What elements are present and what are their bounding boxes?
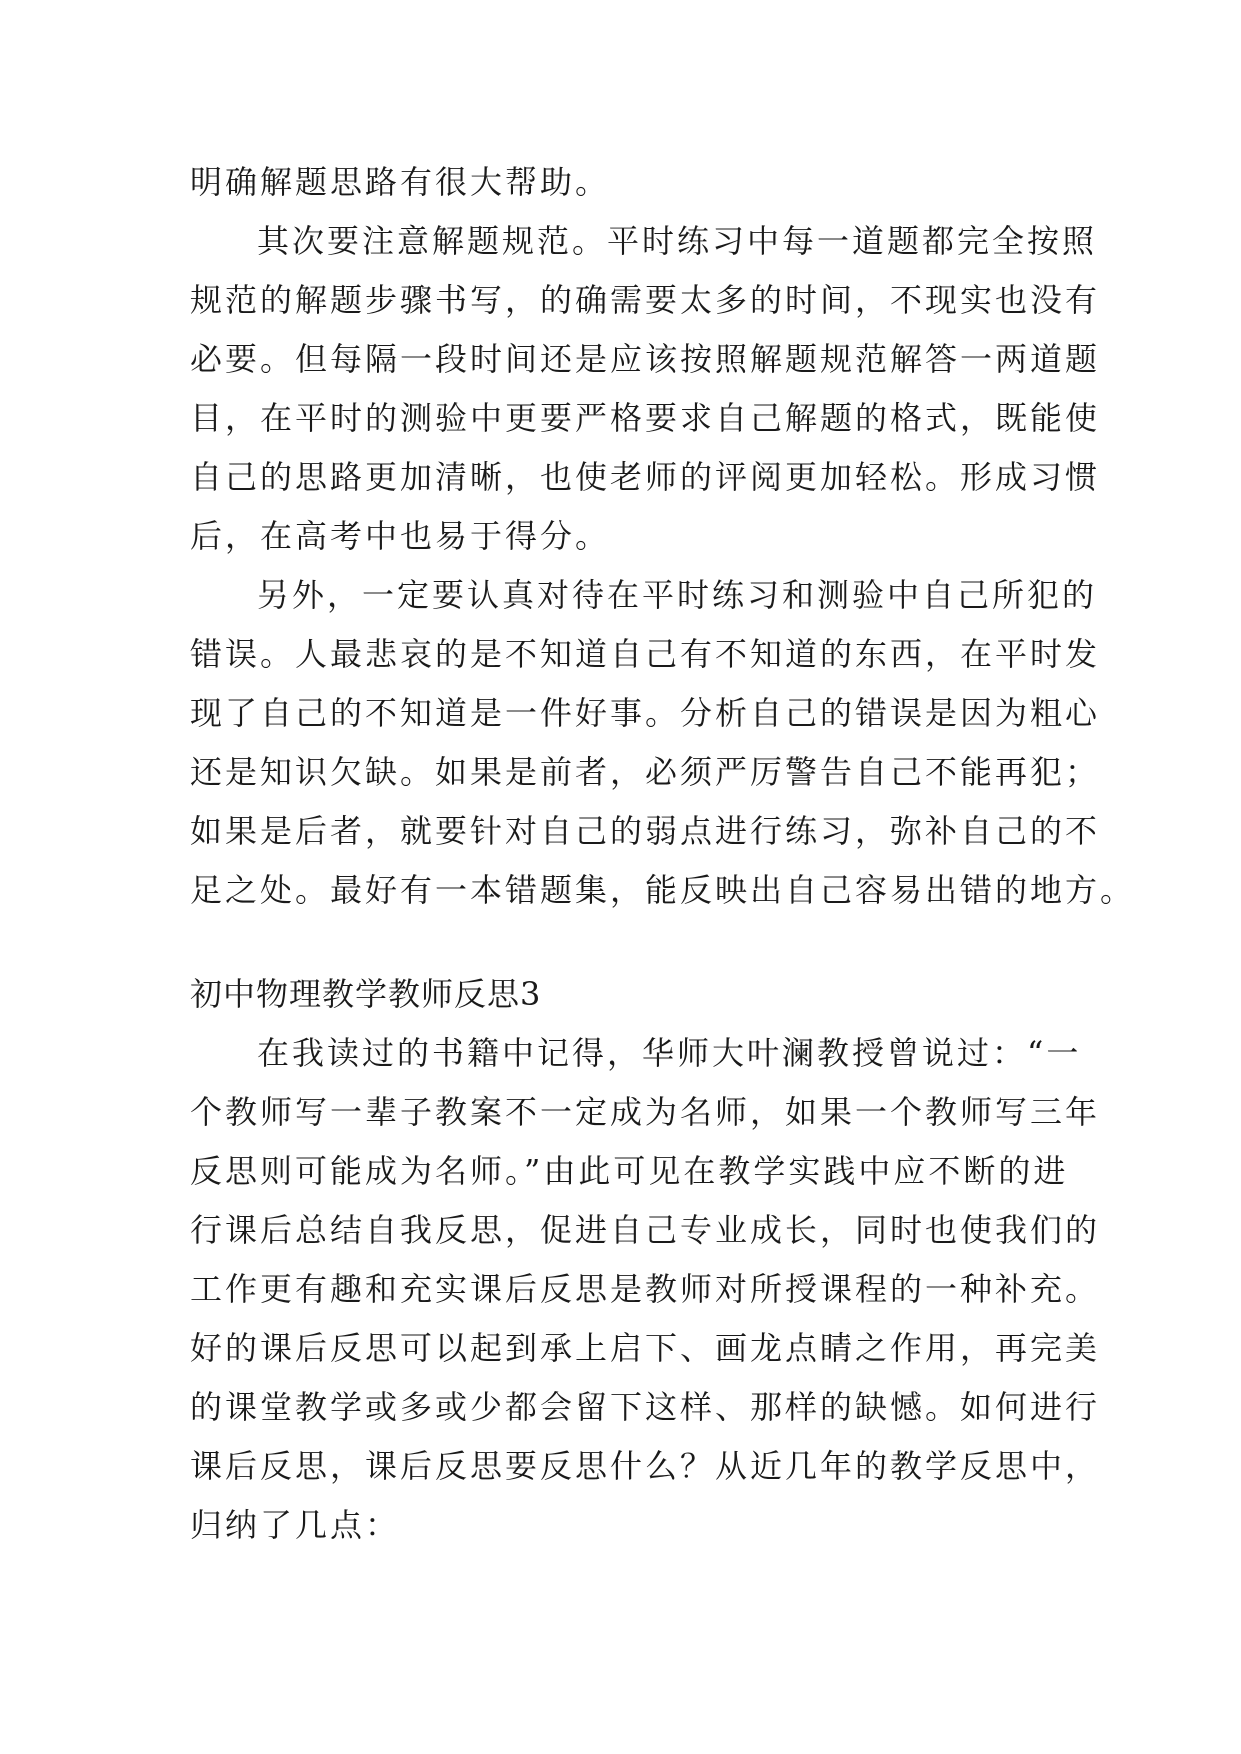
paragraph-3-line-5: 如果是后者，就要针对自己的弱点进行练习，弥补自己的不: [190, 812, 1101, 850]
paragraph-4-line-9: 归纳了几点：: [190, 1506, 401, 1544]
paragraph-2-line-2: 规范的解题步骤书写，的确需要太多的时间，不现实也没有: [190, 281, 1101, 319]
paragraph-2-line-1: 其次要注意解题规范。平时练习中每一道题都完全按照: [257, 222, 1098, 260]
paragraph-4-line-5: 工作更有趣和充实课后反思是教师对所授课程的一种补充。: [190, 1270, 1101, 1308]
paragraph-2-line-3: 必要。但每隔一段时间还是应该按照解题规范解答一两道题: [190, 340, 1101, 378]
paragraph-4-line-1: 在我读过的书籍中记得，华师大叶澜教授曾说过：“一: [257, 1034, 1082, 1072]
paragraph-2-line-5: 自己的思路更加清晰，也使老师的评阅更加轻松。形成习惯: [190, 458, 1101, 496]
paragraph-2-line-6: 后，在高考中也易于得分。: [190, 517, 611, 555]
paragraph-1-line-1: 明确解题思路有很大帮助。: [190, 163, 611, 201]
paragraph-4-line-3: 反思则可能成为名师。”由此可见在教学实践中应不断的进: [190, 1152, 1069, 1190]
paragraph-4-line-7: 的课堂教学或多或少都会留下这样、那样的缺憾。如何进行: [190, 1388, 1101, 1426]
paragraph-2-line-4: 目，在平时的测验中更要严格要求自己解题的格式，既能使: [190, 399, 1101, 437]
paragraph-3-line-4: 还是知识欠缺。如果是前者，必须严厉警告自己不能再犯；: [190, 753, 1101, 791]
paragraph-4-line-4: 行课后总结自我反思，促进自己专业成长，同时也使我们的: [190, 1211, 1101, 1249]
paragraph-3-line-2: 错误。人最悲哀的是不知道自己有不知道的东西，在平时发: [190, 635, 1101, 673]
paragraph-3-line-3: 现了自己的不知道是一件好事。分析自己的错误是因为粗心: [190, 694, 1101, 732]
paragraph-4-line-6: 好的课后反思可以起到承上启下、画龙点睛之作用，再完美: [190, 1329, 1101, 1367]
paragraph-3-line-6: 足之处。最好有一本错题集，能反映出自己容易出错的地方。: [190, 871, 1136, 909]
paragraph-4-line-8: 课后反思，课后反思要反思什么？从近几年的教学反思中，: [190, 1447, 1101, 1485]
paragraph-4-line-2: 个教师写一辈子教案不一定成为名师，如果一个教师写三年: [190, 1093, 1101, 1131]
paragraph-3-line-1: 另外，一定要认真对待在平时练习和测验中自己所犯的: [257, 576, 1098, 614]
section-heading: 初中物理教学教师反思3: [190, 975, 542, 1013]
